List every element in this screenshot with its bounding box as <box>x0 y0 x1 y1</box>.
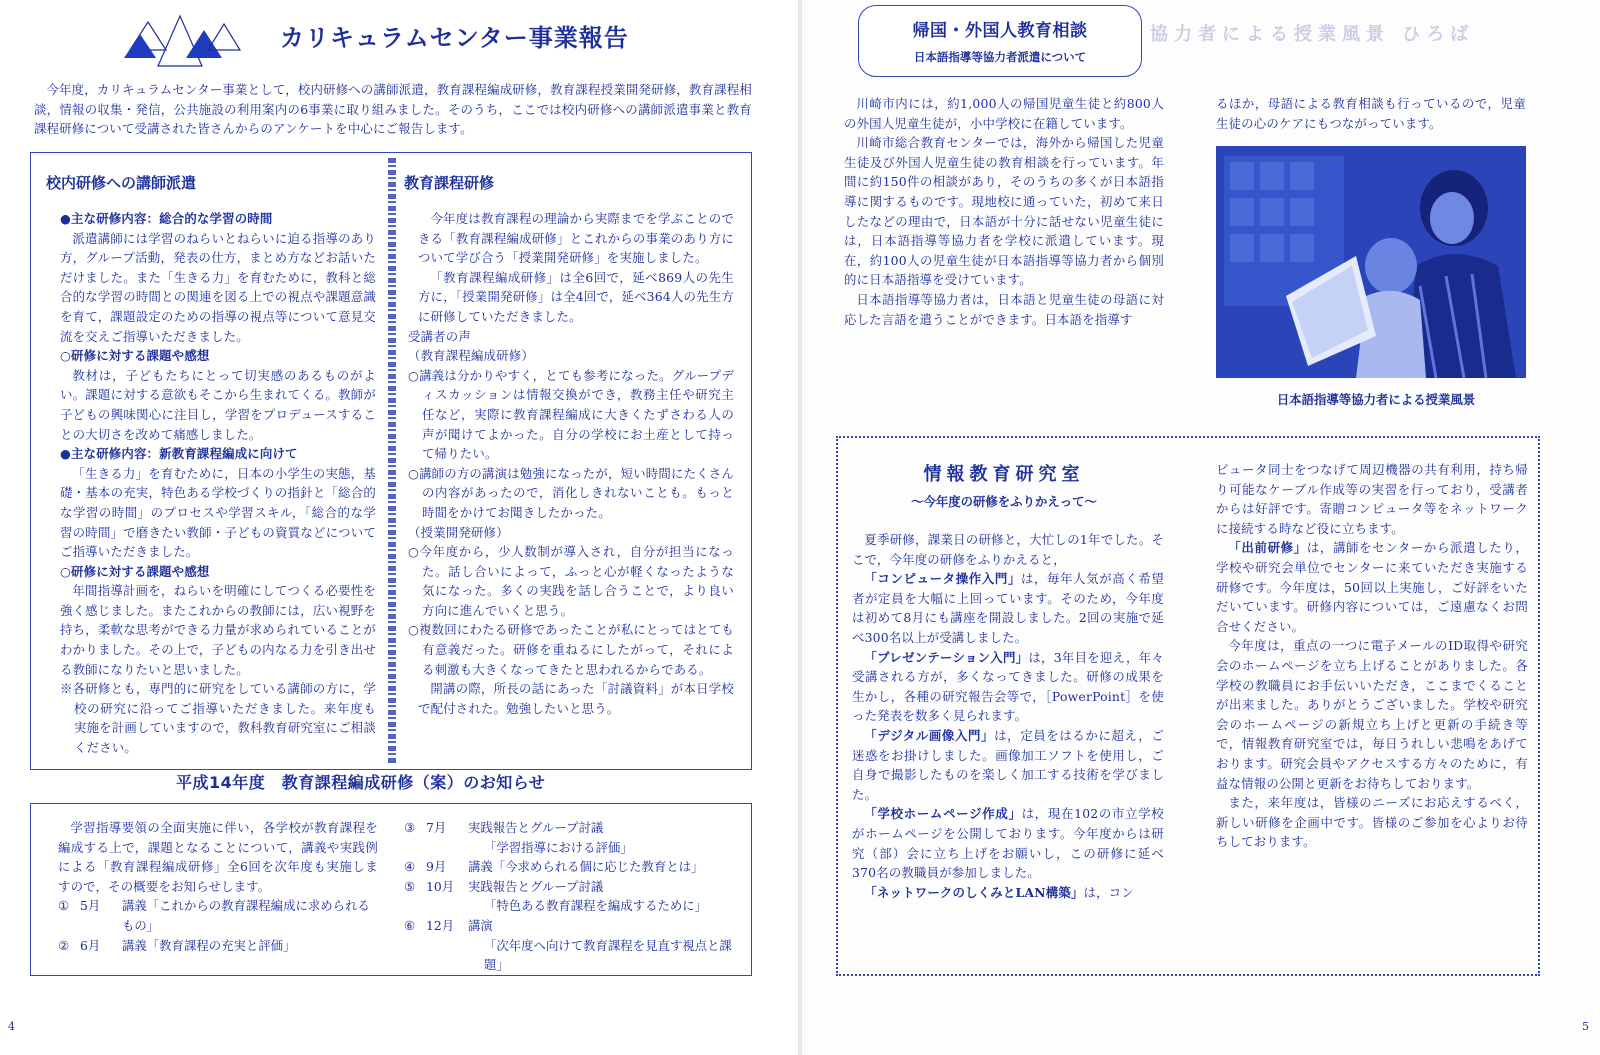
subheading: （授業開発研修） <box>408 524 509 540</box>
schedule-num: ③ <box>404 820 416 835</box>
info-column-1 <box>852 530 1164 902</box>
comment-item: ○講義は分かりやすく，とても参考になった。グループディスカッションは情報交換ができ，教務主任や研究主任など，実際に教育課程編成に大きくたずさわる人の声が聞けてよかった。自分の学校にお土産として持って帰りたい。 <box>408 367 734 462</box>
course-description: は，3年目を迎え，年々受講される方が，多くなってきました。研修の成果を生かし，各種の研究報告会等で，［PowerPoint］を使った発表を数多く見られます。 <box>852 649 1165 724</box>
schedule-row <box>58 896 378 935</box>
paragraph: 派遣講師には学習のねらいとねらいに迫る指導のあり方，グループ活動，発表の仕方，まとめ方などお話いただけました。また「生きる力」を育むために，教科と総合的な学習の時間との関連を図る上での視点や課題意識を育て，課題設定のための指導の視点等について意見交流を交えご指導いただきました。 <box>60 230 376 344</box>
schedule-month: 10月 <box>426 878 455 894</box>
schedule-row <box>404 916 744 936</box>
column-teacher-dispatch <box>46 172 376 758</box>
schedule-month: 7月 <box>426 820 447 835</box>
paragraph: 今年度は，重点の一つに電子メールのID取得や研究会のホームページを立ち上げることがありました。各学校の教職員にお手伝いいただき，ここまでくることが出来ました。ありがとうございました。学校や研究会のホームページの新規立ち上げと更新の手続き等で，情報教育研究室では，毎日うれしい悲鳴をあげております。研究会員やアクセスする方々のために，有益な情報の公開と更新をお待ちしております。 <box>1216 638 1528 791</box>
schedule-month: 5月 <box>80 898 101 914</box>
classroom-photo <box>1216 146 1526 378</box>
chain-divider <box>388 158 396 764</box>
paragraph: 日本語指導等協力者は，日本語と児童生徒の母語に対応した言語を遣うことができます。日本語を指導す <box>844 291 1164 327</box>
subheading: ○研修に対する課題や感想 <box>60 563 210 579</box>
paragraph: 「生きる力」を育むために，日本の小学生の実態，基礎・基本の充実，特色ある学校づくりの指針と「総合的な学習の時間」のプロセスや学習スキル，「総合的な学習の時間」で磨きたい教師・子どもの資質などについてご指導いただきました。 <box>60 465 376 560</box>
schedule-topic: 「特色ある教育課程を編成するために」 <box>484 898 708 914</box>
schedule-body: 実践報告とグループ討議 <box>468 820 604 835</box>
paragraph <box>852 648 1164 726</box>
consultation-subtitle: 日本語指導等協力者派遣について <box>913 50 1087 64</box>
paragraph: 川崎市総合教育センターでは，海外から帰国した児童生徒及び外国人児童生徒の教育相談を行っています。年間に約150件の相談があり，そのうちの多くが日本語指導に関するものです。現地校に通っていた，初めて来日したなどの理由で，日本語が十分に話せない児童生徒には，日本語指導等協力者を学校に派遣しています。現在，約100人の児童生徒が日本語指導等協力者から個別的に日本語指導を受けています。 <box>844 135 1164 288</box>
schedule-month: 12月 <box>426 917 455 933</box>
consultation-title-box <box>858 5 1142 77</box>
schedule-num: ⑤ <box>404 878 416 894</box>
schedule-list <box>58 896 378 955</box>
comment-item: ○複数回にわたる研修であったことが私にとってはとても有意義だった。研修を重ねるにしたがって，それによる刺激も大きくなってきたと思われるからである。 <box>408 622 734 677</box>
paragraph: 教材は，子どもたちにとって切実感のあるものがよい。課題に対する意欲もそこから生まれてくる。教師が子どもの興味関心に注目し，学習をプロデュースすることの大切さを改めて痛感しました。 <box>60 367 376 442</box>
consultation-continued: るほか，母語による教育相談も行っているので，児童生徒の心のケアにもつながっています。 <box>1216 96 1526 131</box>
paragraph <box>852 804 1164 882</box>
paragraph <box>1216 538 1528 636</box>
paragraph <box>852 726 1164 804</box>
schedule-body: 講義「これからの教育課程編成に求められるもの」 <box>122 898 370 933</box>
schedule-body: 講義「教育課程の充実と評価」 <box>122 937 296 953</box>
course-description: は，定員をはるかに超え，ご迷惑をお掛けしました。画像加工ソフトを使用し，ご自身で撮影したものを楽しく加工する技術を学びました。 <box>852 727 1164 802</box>
subheading: ●主な研修内容：総合的な学習の時間 <box>60 211 273 226</box>
notice-intro: 学習指導要領の全面実施に伴い，各学校が教育課程を編成する上で，課題となることについて，講義や実践例による「教育課程編成研修」全6回を次年度も実施しますので，その概要をお知らせします。 <box>58 820 378 894</box>
course-description: は，コン <box>1083 884 1134 900</box>
schedule-list <box>404 818 744 975</box>
section-body <box>46 209 376 758</box>
schedule-month: 9月 <box>426 859 447 875</box>
paragraph: また，来年度は，皆様のニーズにお応えするべく，新しい研修を企画中です。皆様のご参加を心よりお待ちしております。 <box>1216 795 1528 850</box>
photo-illustration-icon <box>1216 146 1526 378</box>
section-heading: 教育課程研修 <box>404 174 495 192</box>
page-title: カリキュラムセンター事業報告 <box>280 24 629 52</box>
info-column-2 <box>1216 460 1528 852</box>
subheading: ○研修に対する課題や感想 <box>60 348 210 364</box>
course-description: は，講師をセンターから派遣したり，学校や研究会単位でセンターに来ていただき実施する研修です。今年度は，50回以上実施し，ご好評をいただいています。研修内容については，ご遠慮なくお問合せください。 <box>1216 540 1529 634</box>
course-name: 「学校ホームページ作成」 <box>864 806 1022 822</box>
schedule-row <box>404 857 744 877</box>
schedule-row <box>404 818 744 838</box>
paragraph <box>852 883 1164 903</box>
comment-item: ○今年度から，少人数制が導入され，自分が担当になった。話し合いによって，ふっと心が軽くなったような気になった。多くの実践を話し合うことで，より良い方向に進んでいくと思う。 <box>408 544 734 618</box>
schedule-topic: 「学習指導における評価」 <box>484 839 633 855</box>
paragraph: 開講の際，所長の話にあった「討議資料」が本日学校で配付された。勉強したいと思う。 <box>418 681 734 716</box>
page-number: 4 <box>8 1020 15 1033</box>
section-heading: 校内研修への講師派遣 <box>46 174 197 192</box>
intro-text: 今年度，カリキュラムセンター事業として，校内研修への講師派遣，教育課程編成研修，教育課程授業開発研修，教育課程相談，情報の収集・発信，公共施設の利用案内の6事業に取り組みました。そのうち，ここでは校内研修への講師派遣事業と教育課程研修について受講された皆さんからのアンケートを中心にご報告します。 <box>34 82 752 137</box>
section-body <box>404 209 734 718</box>
consultation-text <box>844 94 1164 329</box>
subheading: ●主な研修内容：新教育課程編成に向けて <box>60 446 298 462</box>
info-title: 情報教育研究室 <box>923 464 1085 485</box>
subheading: （教育課程編成研修） <box>408 348 534 364</box>
course-name: 「出前研修」 <box>1228 540 1307 556</box>
paragraph: 夏季研修，課業日の研修と，大忙しの1年でした。そこで，今年度の研修をふりかえると， <box>852 532 1164 567</box>
notice-left-column <box>58 818 378 955</box>
course-name: 「コンピュータ操作入門」 <box>864 571 1021 587</box>
paragraph: 年間指導計画を，ねらいを明確にしてつくる必要性を強く感じました。またこれからの教師には，広い視野を持ち，柔軟な思考ができる力量が求められていることがわかりました。その上で，子どもの内なる力を引き出せる教師になりたいと思いました。 <box>60 583 376 677</box>
course-description: は，毎年人気が高く希望者が定員を大幅に上回っています。そのため，今年度は初めて8月にも講座を開設しました。2回の実施で延べ300名以上が受講しました。 <box>852 571 1165 645</box>
course-name: 「ネットワークのしくみとLAN構築」 <box>864 884 1084 900</box>
schedule-body: 講演 <box>468 917 493 933</box>
course-description: は，現在102の市立学校がホームページを公開しております。今年度からは研究（部）会に立ち上げをお願いし，この研修に延べ370名の教職員が参加しました。 <box>852 806 1164 881</box>
column-curriculum-training <box>404 172 734 718</box>
schedule-num: ① <box>58 898 70 914</box>
course-name: 「プレゼンテーション入門」 <box>864 649 1029 665</box>
schedule-body: 実践報告とグループ討議 <box>468 878 604 894</box>
schedule-row <box>58 936 378 956</box>
paragraph: ピュータ同士をつなげて周辺機器の共有利用，持ち帰り可能なケーブル作成等の実習を行っており，受講者からは好評です。寄贈コンピュータ等をネットワークに接続する時など役に立ちます。 <box>1216 462 1528 536</box>
notice-title: 平成14年度 教育課程編成研修（案）のお知らせ <box>176 773 546 792</box>
triangle-mountains-logo-icon <box>120 12 250 67</box>
ghost-through-text: 協力者による授業風景 ひろば <box>1150 24 1475 45</box>
course-name: 「デジタル画像入門」 <box>864 727 995 743</box>
comment-item: ○講師の方の講演は勉強になったが，短い時間にたくさんの内容があったので，消化しきれないことも。もっと時間をかけてお聞きしたかった。 <box>408 465 734 520</box>
schedule-num: ② <box>58 937 70 953</box>
schedule-topic: 「次年度へ向けて教育課程を見直す視点と課題」 <box>484 937 732 973</box>
info-title-block <box>844 460 1164 510</box>
info-subtitle: 〜今年度の研修をふりかえって〜 <box>911 494 1097 509</box>
photo-caption: 日本語指導等協力者による授業風景 <box>1276 392 1476 407</box>
note: ※各研修とも，専門的に研究をしている講師の方に，学校の研究に沿ってご指導いただきました。来年度も実施を計画していますので，教科教育研究室にご相談ください。 <box>60 681 376 756</box>
schedule-row <box>404 877 744 897</box>
paragraph: 今年度は教育課程の理論から実際までを学ぶことのできる「教育課程編成研修」とこれからの事業のあり方について学び合う「授業開発研修」を実施しました。 <box>418 211 734 266</box>
paragraph: 川崎市内には，約1,000人の帰国児童生徒と約800人の外国人児童生徒が，小中学校に在籍しています。 <box>844 96 1164 131</box>
page-number: 5 <box>1582 1020 1589 1033</box>
schedule-num: ④ <box>404 859 416 875</box>
schedule-month: 6月 <box>80 937 101 953</box>
consultation-title: 帰国・外国人教育相談 <box>912 21 1088 41</box>
subheading: 受講者の声 <box>408 328 471 344</box>
paragraph: 「教育課程編成研修」は全6回で，延べ869人の先生方に，「授業開発研修」は全4回で，延べ364人の先生方に研修していただきました。 <box>418 269 734 324</box>
paragraph <box>852 569 1164 647</box>
page-gutter <box>798 0 802 1055</box>
schedule-body: 講義「今求められる個に応じた教育とは」 <box>468 859 704 875</box>
schedule-num: ⑥ <box>404 917 416 933</box>
